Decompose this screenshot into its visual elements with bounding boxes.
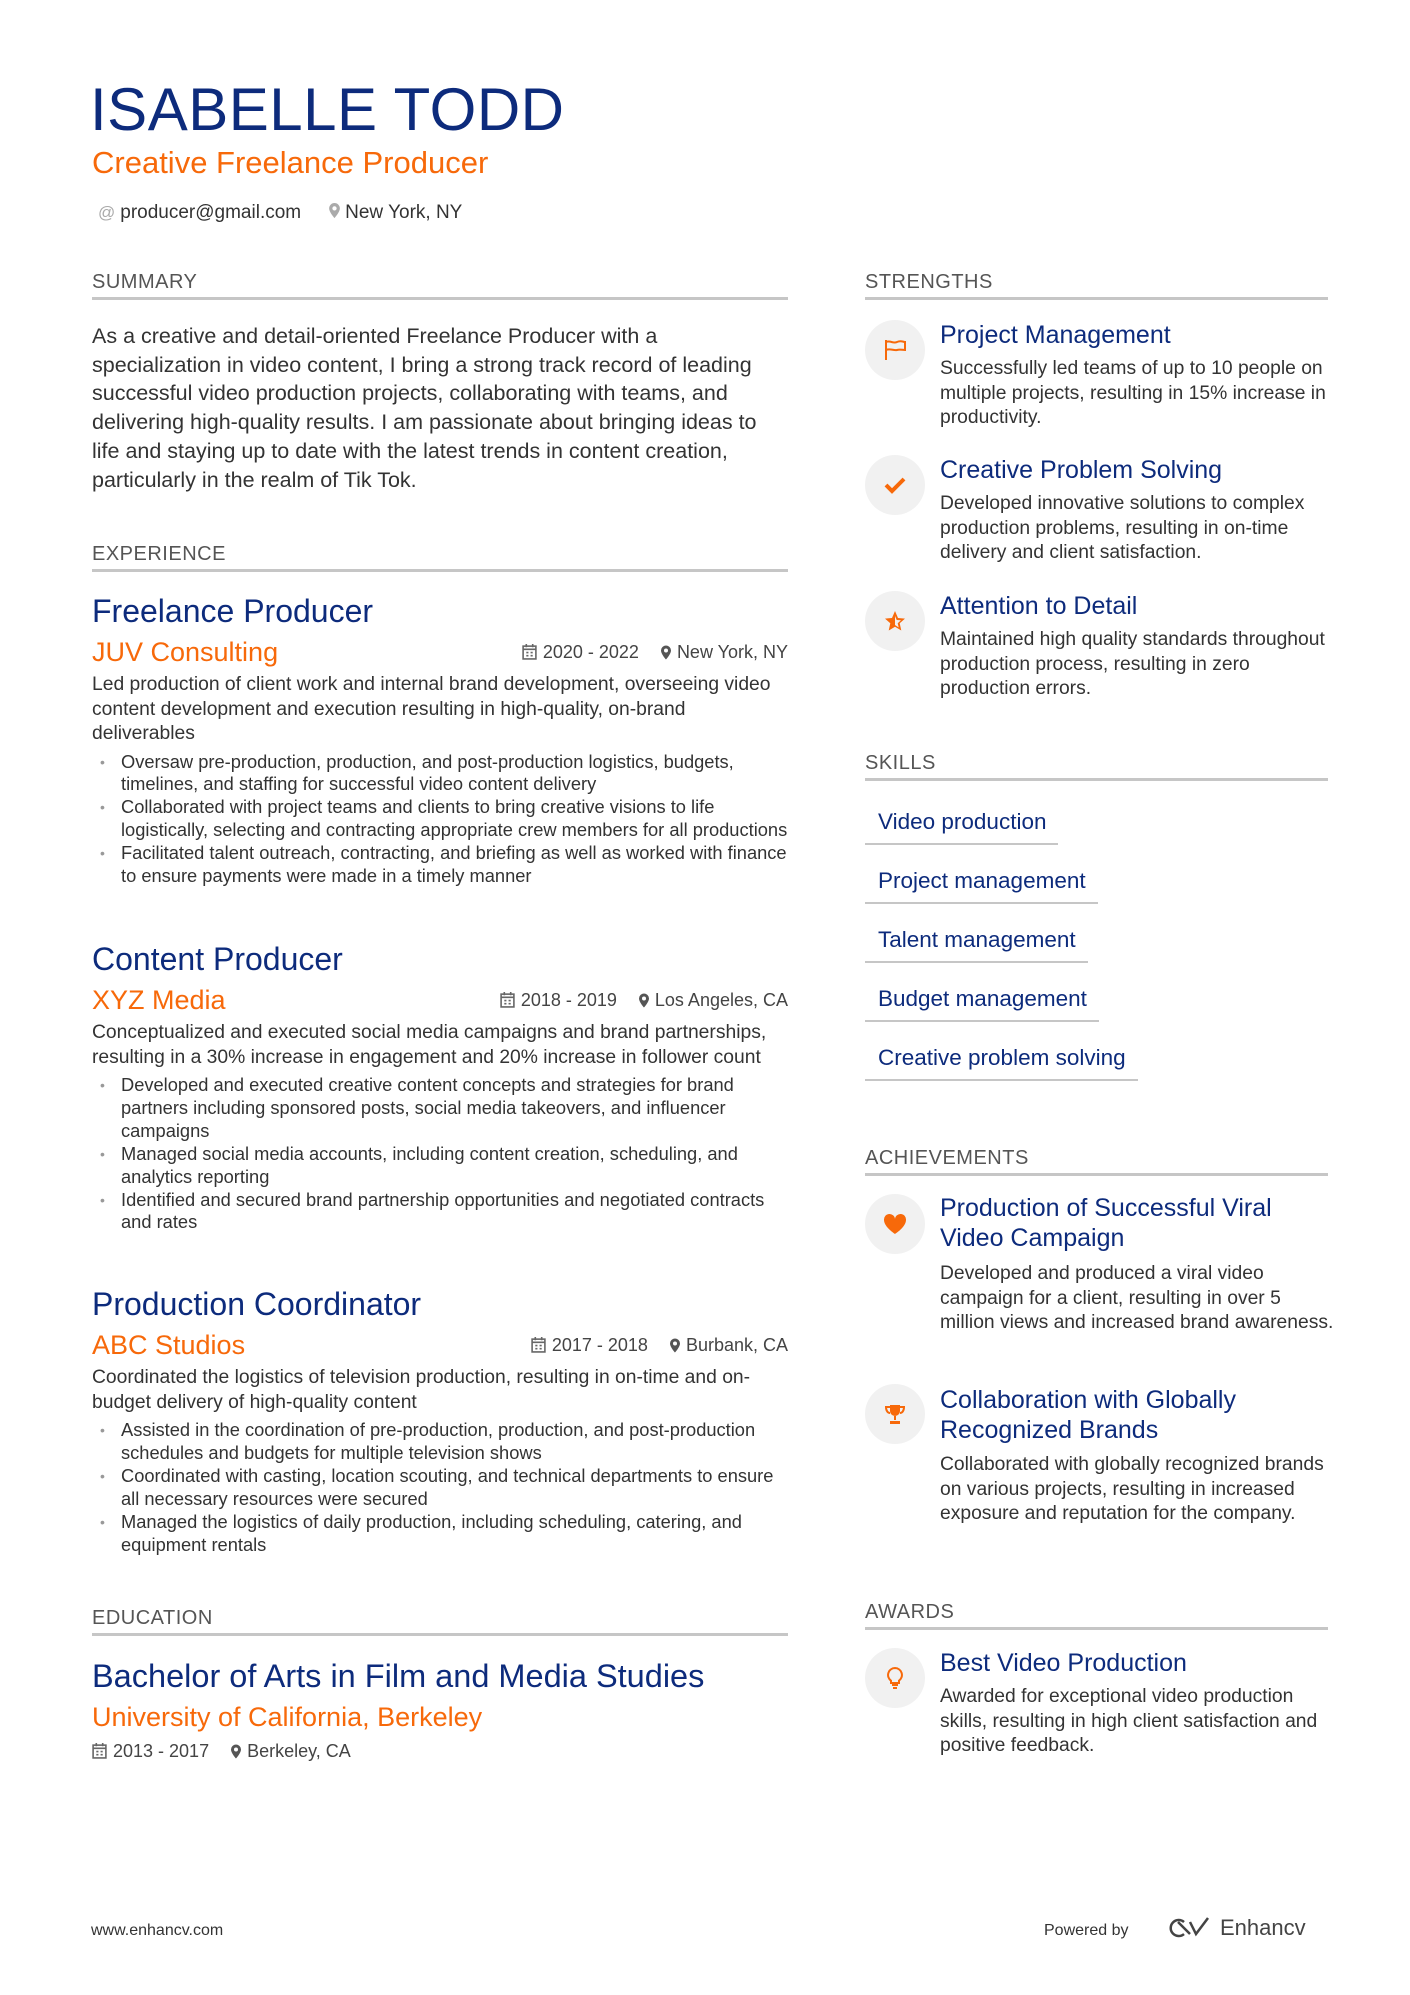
strength-description: Maintained high quality standards throughout production process, resulting in zero production errors. bbox=[940, 629, 1325, 699]
skill-tag: Video production bbox=[865, 805, 1058, 845]
section-header-strengths: STRENGTHS bbox=[865, 270, 1328, 300]
job-bullet: • Coordinated with casting, location scouting, and technical departments to ensure all necessary resources were secured bbox=[92, 1465, 788, 1511]
section-header-summary: SUMMARY bbox=[92, 270, 788, 300]
job-bullet: • Facilitated talent outreach, contracting, and briefing as well as worked with finance to ensure payments were made in a timely manner bbox=[92, 842, 788, 888]
calendar-icon bbox=[500, 992, 515, 1008]
job-location: Burbank, CA bbox=[670, 1335, 788, 1356]
experience-entry bbox=[92, 591, 788, 888]
skill-tag: Creative problem solving bbox=[865, 1041, 1138, 1081]
star-icon bbox=[865, 591, 925, 651]
summary-text: As a creative and detail-oriented Freelance Producer with a specialization in video content, I bring a strong track record of leading successful video production projects, collaborating with teams, and delivering high-quality results. I am passionate about bringing ideas to life and staying up to date with the latest trends in content creation, particularly in the realm of Tik Tok. bbox=[92, 324, 757, 492]
section-header-education: EDUCATION bbox=[92, 1606, 788, 1636]
job-description: Conceptualized and executed social media campaigns and brand partnerships, resulting in a 30% increase in engagement and 20% increase in follower count bbox=[92, 1022, 767, 1068]
experience-entry bbox=[92, 1284, 788, 1556]
location-pin-icon bbox=[231, 1744, 241, 1759]
job-title: Production Coordinator bbox=[92, 1286, 422, 1322]
strength-description: Developed innovative solutions to complex production problems, resulting in on-time delivery and client satisfaction. bbox=[940, 493, 1305, 563]
location-pin-icon bbox=[661, 645, 671, 660]
achievement-description: Developed and produced a viral video campaign for a client, resulting in over 5 million views and increased brand awareness. bbox=[940, 1263, 1334, 1333]
footer-link[interactable]: www.enhancv.com bbox=[91, 1922, 224, 1939]
education-location: Berkeley, CA bbox=[231, 1738, 351, 1764]
email-text: producer@gmail.com bbox=[120, 202, 302, 223]
company-name: XYZ Media bbox=[92, 984, 226, 1015]
enhancv-logo[interactable] bbox=[1164, 1915, 1306, 1941]
contact-location bbox=[329, 200, 462, 226]
strength-description: Successfully led teams of up to 10 people on multiple projects, resulting in 15% increase in productivity. bbox=[940, 358, 1326, 428]
job-title: Content Producer bbox=[92, 941, 343, 977]
location-pin-icon bbox=[670, 1338, 680, 1353]
contact-row bbox=[98, 200, 462, 226]
job-bullet: • Identified and secured brand partnership opportunities and negotiated contracts and rates bbox=[92, 1189, 788, 1235]
achievement-title: Collaboration with Globally Recognized Brands bbox=[940, 1386, 1236, 1444]
education-entry bbox=[92, 1656, 788, 1764]
location-pin-icon bbox=[329, 203, 340, 222]
calendar-icon bbox=[531, 1337, 546, 1353]
contact-email[interactable] bbox=[98, 200, 301, 226]
job-bullet: • Assisted in the coordination of pre-production, production, and post-production schedules and budgets for multiple television shows bbox=[92, 1419, 788, 1465]
strength-title: Project Management bbox=[940, 321, 1171, 349]
skill-tag: Project management bbox=[865, 864, 1098, 904]
experience-entry bbox=[92, 939, 788, 1234]
job-description: Led production of client work and internal brand development, overseeing video content development and execution resulting in high-quality, on-brand deliverables bbox=[92, 674, 771, 744]
check-icon bbox=[865, 455, 925, 515]
company-name: JUV Consulting bbox=[92, 636, 279, 667]
at-icon: @ bbox=[98, 203, 116, 222]
skill-tag: Budget management bbox=[865, 982, 1099, 1022]
skills-list bbox=[865, 805, 1138, 1100]
job-bullet: • Managed social media accounts, including content creation, scheduling, and analytics reporting bbox=[92, 1143, 788, 1189]
education-dates: 2013 - 2017 bbox=[92, 1738, 209, 1764]
job-title: Freelance Producer bbox=[92, 593, 374, 629]
achievement-title: Production of Successful Viral Video Campaign bbox=[940, 1194, 1272, 1252]
degree: Bachelor of Arts in Film and Media Studies bbox=[92, 1658, 705, 1694]
enhancv-brand-text: Enhancv bbox=[1220, 1915, 1306, 1940]
award-title: Best Video Production bbox=[940, 1649, 1187, 1677]
skill-tag: Talent management bbox=[865, 923, 1088, 963]
strength-title: Attention to Detail bbox=[940, 592, 1138, 620]
flag-icon bbox=[865, 320, 925, 380]
job-bullet: • Oversaw pre-production, production, and post-production logistics, budgets, timelines, and staffing for successful video content delivery bbox=[92, 751, 788, 797]
heart-icon bbox=[865, 1194, 925, 1254]
section-header-skills: SKILLS bbox=[865, 751, 1328, 781]
job-description: Coordinated the logistics of television production, resulting in on-time and on-budget delivery of high-quality content bbox=[92, 1367, 751, 1413]
candidate-title: Creative Freelance Producer bbox=[92, 145, 489, 180]
section-header-achievements: ACHIEVEMENTS bbox=[865, 1146, 1328, 1176]
section-header-experience: EXPERIENCE bbox=[92, 542, 788, 572]
job-dates: 2020 - 2022 bbox=[522, 642, 639, 663]
strength-title: Creative Problem Solving bbox=[940, 456, 1223, 484]
candidate-name: ISABELLE TODD bbox=[90, 76, 565, 143]
achievement-description: Collaborated with globally recognized brands on various projects, resulting in increased exposure and reputation for the company. bbox=[940, 1454, 1324, 1524]
calendar-icon bbox=[92, 1743, 107, 1759]
job-bullet: • Collaborated with project teams and clients to bring creative visions to life logistically, selecting and contracting appropriate crew members for all productions bbox=[92, 796, 788, 842]
job-location: Los Angeles, CA bbox=[639, 990, 788, 1011]
job-dates: 2017 - 2018 bbox=[531, 1335, 648, 1356]
job-dates: 2018 - 2019 bbox=[500, 990, 617, 1011]
powered-by-text: Powered by bbox=[1044, 1922, 1129, 1939]
award-description: Awarded for exceptional video production skills, resulting in high client satisfaction and positive feedback. bbox=[940, 1686, 1318, 1756]
company-name: ABC Studios bbox=[92, 1329, 246, 1360]
school-name: University of California, Berkeley bbox=[92, 1702, 483, 1732]
trophy-icon bbox=[865, 1384, 925, 1444]
job-location: New York, NY bbox=[661, 642, 788, 663]
lightbulb-icon bbox=[865, 1648, 925, 1708]
job-bullet: • Managed the logistics of daily production, including scheduling, catering, and equipment rentals bbox=[92, 1511, 788, 1557]
enhancv-logo-icon bbox=[1164, 1916, 1210, 1940]
location-text: New York, NY bbox=[345, 202, 463, 223]
location-pin-icon bbox=[639, 993, 649, 1008]
section-header-awards: AWARDS bbox=[865, 1600, 1328, 1630]
job-bullet: • Developed and executed creative content concepts and strategies for brand partners including sponsored posts, social media takeovers, and influencer campaigns bbox=[92, 1074, 788, 1143]
calendar-icon bbox=[522, 644, 537, 660]
